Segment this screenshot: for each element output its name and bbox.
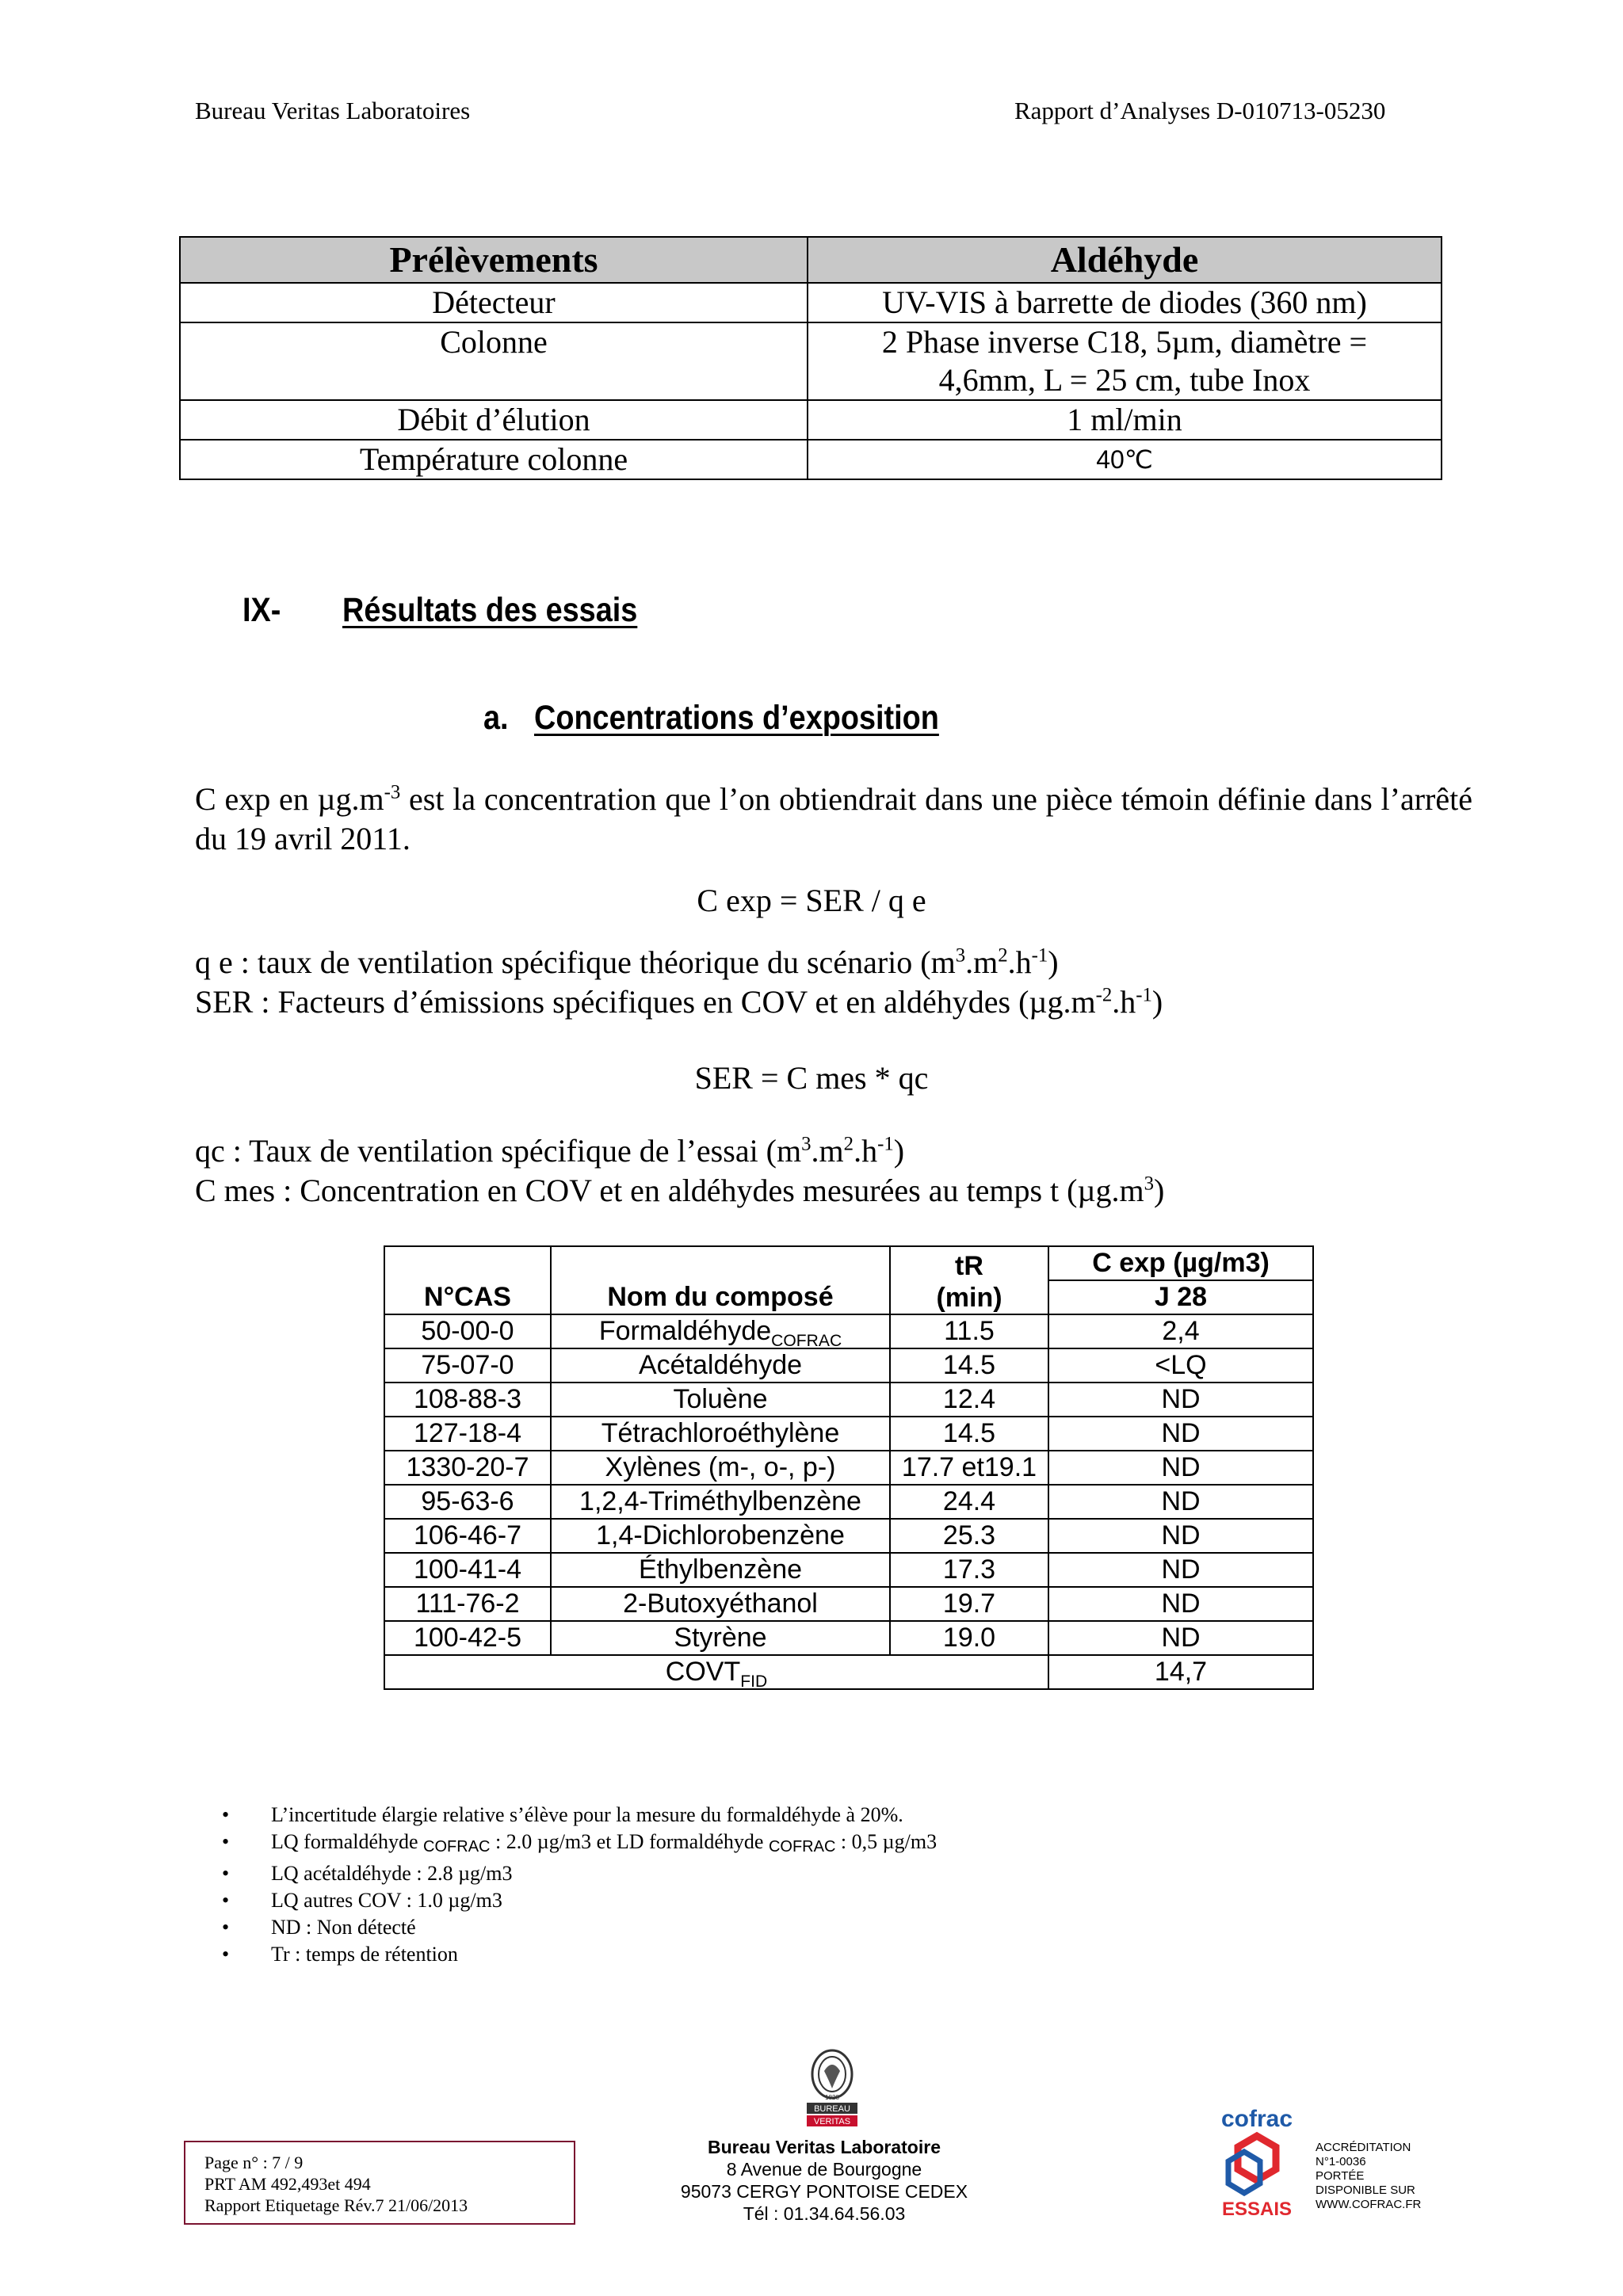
footer-prt: PRT AM 492,493et 494 [204,2174,371,2194]
table-row [180,400,1442,440]
cell-compound: Éthylbenzène [551,1553,890,1587]
accr-line: ACCRÉDITATION [1316,2141,1411,2154]
cell-value: ND [1048,1519,1313,1553]
cell-cas: 100-41-4 [384,1553,551,1587]
table-row [384,1553,1313,1587]
section-title: Résultats des essais [342,591,638,629]
cell-cas: 95-63-6 [384,1485,551,1519]
cell-cas: 127-18-4 [384,1417,551,1451]
footer-rapport: Rapport Etiquetage Rév.7 21/06/2013 [204,2195,468,2215]
bv-seal-icon [800,2047,864,2134]
cell-cas: 50-00-0 [384,1314,551,1348]
cofrac-logo [1217,2104,1296,2223]
method-table-header [180,237,1442,283]
text: ) [893,1133,905,1169]
section-number: IX- [242,591,281,629]
text: q e : taux de ventilation spécifique théorique du scénario (m [195,944,956,980]
cmes-definition [195,1171,1164,1211]
cell-tr: 19.0 [890,1621,1048,1655]
text: ) [1154,1173,1165,1208]
results-header-row [384,1246,1313,1280]
accr-line: PORTÉE [1316,2169,1365,2183]
method-value [808,322,1442,400]
cell-tr: 12.4 [890,1383,1048,1417]
cell-compound: Xylènes (m-, o-, p-) [551,1451,890,1485]
cell-tr: 14.5 [890,1417,1048,1451]
method-value: 1 ml/min [808,400,1442,440]
cell-tr: 17.7 et19.1 [890,1451,1048,1485]
table-row [384,1621,1313,1655]
ser-definition [195,982,1163,1022]
cell-compound: Tétrachloroéthylène [551,1417,890,1451]
cell-value: <LQ [1048,1348,1313,1383]
header-tr-line: tR [955,1251,983,1281]
cell-cas: 106-46-7 [384,1519,551,1553]
bv-logo-word: VERITAS [813,2117,851,2126]
footer-page-box [184,2141,575,2225]
text: est la concentration que l’on obtiendrait dans une pièce témoin définie dans l’arrêté du 19 avril 2011. [195,781,1472,856]
method-col2-header: Aldéhyde [808,237,1442,283]
superscript: 3 [801,1133,812,1155]
method-table [179,236,1442,480]
essais-logo-word: ESSAIS [1221,2199,1293,2220]
text: .h [1007,944,1032,980]
text: ) [1048,944,1059,980]
superscript: 2 [998,944,1008,967]
table-row [180,283,1442,322]
method-value: 40℃ [808,440,1442,479]
superscript: 3 [1144,1173,1155,1195]
cofrac-subscript: COFRAC [768,1838,836,1855]
cell-value: ND [1048,1553,1313,1587]
text: .m [965,944,999,980]
cell-value: ND [1048,1383,1313,1417]
superscript: -1 [877,1133,894,1155]
accreditation-text [1316,2141,1421,2212]
cell-compound: 2-Butoxyéthanol [551,1587,890,1621]
footer-lab-name: Bureau Veritas Laboratoire [708,2137,941,2157]
header-retention-time [890,1246,1048,1314]
header-right: Rapport d’Analyses D-010713-05230 [1014,97,1386,124]
cell-tr: 17.3 [890,1553,1048,1587]
footer-address-line: 95073 CERGY PONTOISE CEDEX [680,2181,968,2202]
header-tr-line: (min) [936,1283,1002,1313]
method-label: Détecteur [180,283,808,322]
covt-label [384,1655,1048,1689]
text: SER : Facteurs d’émissions spécifiques en COV et en aldéhydes (µg.m [195,984,1096,1020]
qe-definition [195,943,1059,982]
cexp-definition [195,780,1472,859]
header-compound [551,1246,890,1314]
cell-value: ND [1048,1621,1313,1655]
formula-cexp: C exp = SER / q e [697,883,926,918]
compound-name: Formaldéhyde [598,1316,772,1346]
text: : 0,5 µg/m3 [835,1830,938,1853]
header-compound-text: Nom du composé [607,1282,834,1312]
cell-value: 2,4 [1048,1314,1313,1348]
table-row [180,440,1442,479]
list-item: • L’incertitude élargie relative s’élève pour la mesure du formaldéhyde à 20%. [235,1802,937,1829]
footer-address-line: 8 Avenue de Bourgogne [726,2159,922,2180]
cell-tr: 11.5 [890,1314,1048,1348]
cell-compound [551,1314,890,1348]
text: .m [811,1133,844,1169]
cell-value: ND [1048,1451,1313,1485]
cell-cas: 111-76-2 [384,1587,551,1621]
text: ) [1151,984,1163,1020]
method-label: Température colonne [180,440,808,479]
accr-line: DISPONIBLE SUR [1316,2183,1415,2197]
header-left: Bureau Veritas Laboratoires [195,97,471,124]
cofrac-essais-icon [1217,2104,1296,2223]
superscript: -1 [1031,944,1048,967]
table-row [384,1519,1313,1553]
header-cexp: C exp (µg/m3) [1048,1246,1313,1280]
header-cas: N°CAS [384,1246,551,1314]
cell-compound: Styrène [551,1621,890,1655]
cell-tr: 25.3 [890,1519,1048,1553]
method-label: Colonne [180,322,808,400]
list-item: • Tr : temps de rétention [235,1941,937,1968]
cell-cas: 1330-20-7 [384,1451,551,1485]
bureau-veritas-logo [800,2047,864,2134]
method-col1-header: Prélèvements [180,237,808,283]
covt-value: 14,7 [1048,1655,1313,1689]
table-row [384,1485,1313,1519]
covt-row [384,1655,1313,1689]
subsection-title: Concentrations d’exposition [534,699,939,737]
footer-page-number: Page n° : 7 / 9 [204,2153,304,2172]
table-row [384,1417,1313,1451]
footer-phone: Tél : 01.34.64.56.03 [743,2203,906,2224]
cofrac-subscript: COFRAC [771,1331,842,1350]
cell-compound: 1,4-Dichlorobenzène [551,1519,890,1553]
superscript: -3 [384,781,401,803]
notes-list [235,1802,937,1968]
cell-value: ND [1048,1417,1313,1451]
cell-value: ND [1048,1587,1313,1621]
text: C exp en µg.m [195,781,384,817]
table-row [384,1383,1313,1417]
covt-text: COVT [665,1657,741,1687]
cell-value: ND [1048,1485,1313,1519]
cell-compound: Toluène [551,1383,890,1417]
text: : 2.0 µg/m3 et LD formaldéhyde [490,1830,769,1853]
cell-tr: 14.5 [890,1348,1048,1383]
cell-tr: 24.4 [890,1485,1048,1519]
accr-line: N°1-0036 [1316,2155,1366,2168]
table-row [180,322,1442,400]
covt-subscript: FID [740,1672,768,1691]
bv-logo-year: 1828 [825,2094,839,2101]
header-day: J 28 [1048,1280,1313,1314]
results-table [384,1245,1314,1690]
cell-cas: 108-88-3 [384,1383,551,1417]
superscript: -2 [1095,984,1113,1006]
list-item: • ND : Non détecté [235,1914,937,1941]
list-item [235,1829,937,1860]
method-value-line: 4,6mm, L = 25 cm, tube Inox [938,362,1311,398]
cell-tr: 19.7 [890,1587,1048,1621]
bv-logo-word: BUREAU [814,2104,850,2114]
qc-definition [195,1131,904,1171]
cofrac-logo-word: cofrac [1220,2106,1293,2132]
superscript: 3 [955,944,966,967]
formula-ser: SER = C mes * qc [694,1060,929,1096]
method-value: UV-VIS à barrette de diodes (360 nm) [808,283,1442,322]
superscript: 2 [843,1133,854,1155]
accr-line: WWW.COFRAC.FR [1316,2198,1422,2211]
list-item: • LQ acétaldéhyde : 2.8 µg/m3 [235,1860,937,1887]
text: C mes : Concentration en COV et en aldéhydes mesurées au temps t (µg.m [195,1173,1144,1208]
text: .h [854,1133,878,1169]
text: qc : Taux de ventilation spécifique de l’essai (m [195,1133,802,1169]
footer-address [666,2136,983,2225]
table-row [384,1451,1313,1485]
cell-compound: Acétaldéhyde [551,1348,890,1383]
cell-cas: 100-42-5 [384,1621,551,1655]
method-value-line: 2 Phase inverse C18, 5µm, diamètre = [881,324,1368,360]
list-item: • LQ autres COV : 1.0 µg/m3 [235,1887,937,1914]
table-row [384,1587,1313,1621]
subsection-letter: a. [483,699,509,737]
cofrac-subscript: COFRAC [423,1838,491,1855]
table-row [384,1314,1313,1348]
text: .h [1112,984,1136,1020]
cell-compound: 1,2,4-Triméthylbenzène [551,1485,890,1519]
cell-cas: 75-07-0 [384,1348,551,1383]
text: LQ formaldéhyde [271,1830,424,1853]
method-label: Débit d’élution [180,400,808,440]
superscript: -1 [1136,984,1152,1006]
table-row [384,1348,1313,1383]
